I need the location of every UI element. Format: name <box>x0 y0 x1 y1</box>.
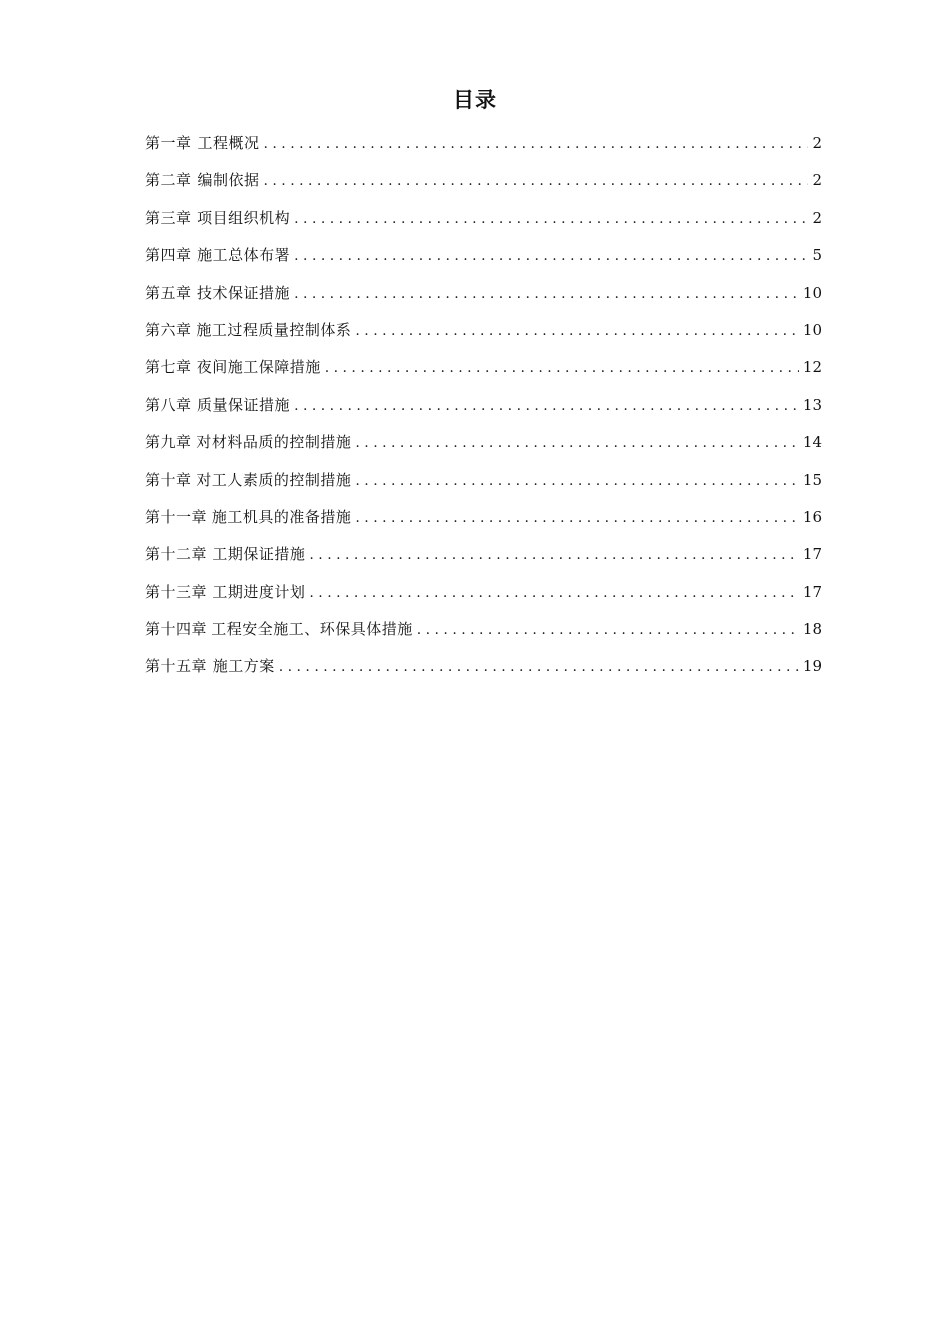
toc-chapter-number: 第四章 <box>145 246 192 265</box>
toc-chapter-title: 工期进度计划 <box>212 582 306 601</box>
toc-chapter-title: 施工方案 <box>212 657 275 676</box>
toc-chapter-title: 项目组织机构 <box>197 208 291 227</box>
toc-page-number: 12 <box>802 358 822 377</box>
toc-dot-leader <box>264 126 809 163</box>
toc-chapter-number: 第十二章 <box>145 545 208 564</box>
toc-chapter-title: 质量保证措施 <box>197 395 291 414</box>
toc-chapter-title: 夜间施工保障措施 <box>196 358 321 377</box>
toc-list <box>145 125 822 686</box>
toc-chapter-number: 第五章 <box>145 283 192 302</box>
toc-chapter-title: 编制依据 <box>197 171 260 190</box>
toc-page-number: 17 <box>802 545 822 564</box>
toc-chapter-number: 第十四章 <box>145 620 208 639</box>
toc-entry[interactable] <box>145 574 822 611</box>
toc-chapter-title: 施工过程质量控制体系 <box>196 320 352 339</box>
toc-chapter-title: 对工人素质的控制措施 <box>196 470 352 489</box>
toc-chapter-number: 第九章 <box>145 433 192 452</box>
toc-dot-leader <box>417 612 799 649</box>
toc-chapter-number: 第十章 <box>145 470 192 489</box>
toc-chapter-number: 第十一章 <box>145 507 208 526</box>
toc-chapter-number: 第六章 <box>145 320 192 339</box>
toc-dot-leader <box>355 463 799 500</box>
toc-entry[interactable] <box>145 611 822 648</box>
toc-entry[interactable] <box>145 312 822 349</box>
toc-dot-leader <box>325 350 799 387</box>
toc-entry[interactable] <box>145 387 822 424</box>
toc-chapter-number: 第八章 <box>145 395 192 414</box>
toc-entry[interactable] <box>145 424 822 461</box>
toc-entry[interactable] <box>145 162 822 199</box>
toc-chapter-title: 施工机具的准备措施 <box>211 507 352 526</box>
toc-entry[interactable] <box>145 125 822 162</box>
toc-chapter-title: 技术保证措施 <box>197 283 291 302</box>
toc-chapter-title: 工程概况 <box>197 134 260 152</box>
toc-entry[interactable] <box>145 499 822 536</box>
toc-dot-leader <box>294 276 799 313</box>
toc-entry[interactable] <box>145 462 822 499</box>
toc-dot-leader <box>294 201 808 238</box>
toc-dot-leader <box>355 425 799 462</box>
toc-page-number: 10 <box>802 320 822 339</box>
toc-page-number: 5 <box>812 246 822 265</box>
toc-chapter-number: 第十五章 <box>145 657 208 676</box>
toc-entry[interactable] <box>145 349 822 386</box>
toc-chapter-title: 对材料品质的控制措施 <box>196 433 352 452</box>
toc-chapter-title: 工期保证措施 <box>212 545 306 564</box>
toc-dot-leader <box>355 500 799 537</box>
toc-dot-leader <box>309 575 799 612</box>
toc-entry[interactable] <box>145 237 822 274</box>
toc-chapter-number: 第十三章 <box>145 582 208 601</box>
toc-chapter-number: 第七章 <box>145 358 192 377</box>
toc-chapter-number: 第三章 <box>145 208 192 227</box>
toc-entry[interactable] <box>145 648 822 685</box>
toc-dot-leader <box>355 313 799 350</box>
toc-page-number: 14 <box>802 433 822 452</box>
toc-dot-leader <box>309 537 799 574</box>
toc-page-number: 2 <box>812 208 822 227</box>
toc-page-number: 13 <box>802 395 822 414</box>
toc-dot-leader <box>279 649 799 686</box>
toc-entry[interactable] <box>145 200 822 237</box>
toc-page-number: 18 <box>802 620 822 639</box>
toc-page-number: 17 <box>802 582 822 601</box>
toc-dot-leader <box>294 388 799 425</box>
toc-chapter-number: 第一章 <box>145 134 192 152</box>
toc-page-number: 2 <box>812 171 822 190</box>
toc-dot-leader <box>264 163 809 200</box>
toc-page-number: 10 <box>802 283 822 302</box>
toc-page-number: 19 <box>802 657 822 676</box>
toc-entry[interactable] <box>145 536 822 573</box>
toc-entry[interactable] <box>145 275 822 312</box>
toc-chapter-title: 施工总体布署 <box>197 246 291 265</box>
toc-page-number: 2 <box>812 134 822 152</box>
toc-dot-leader <box>294 238 808 275</box>
toc-page-number: 15 <box>802 470 822 489</box>
toc-chapter-title: 工程安全施工、环保具体措施 <box>211 620 413 639</box>
toc-chapter-number: 第二章 <box>145 171 192 190</box>
toc-title: 目录 <box>453 88 497 112</box>
toc-page-number: 16 <box>802 507 822 526</box>
